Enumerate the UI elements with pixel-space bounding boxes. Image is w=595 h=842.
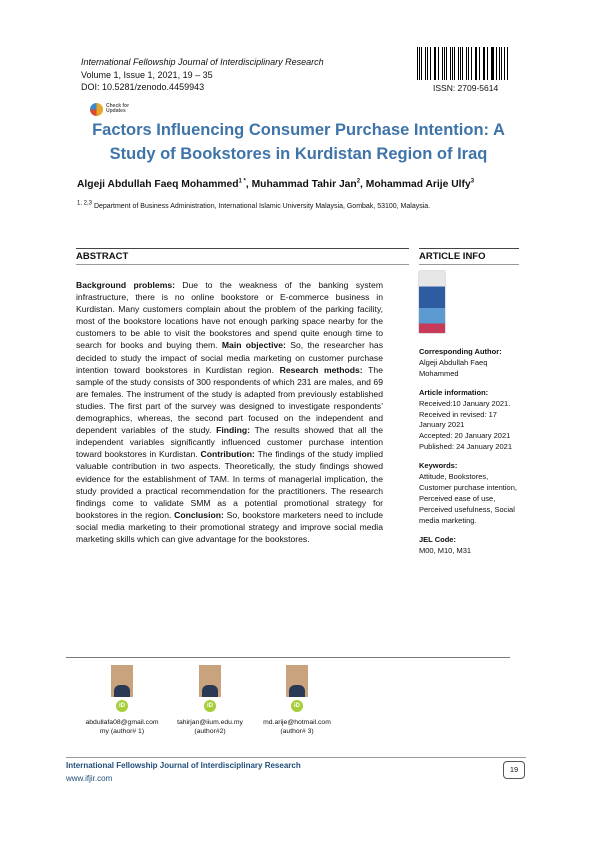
abstract-label: Conclusion: (174, 509, 224, 520)
abstract-text: The sample of the study consists of 300 respondents of which 231 are males, and 69 are females. The instrument of the study is adapted from previously established studies. The first part of the survey was designed to investigate respondents’ demographics, whereas, the second part focused on the independent and dependent variables of the study. (76, 364, 383, 436)
revised-date: Received in revised: 17 January 2021 (419, 409, 497, 430)
author-card (165, 665, 255, 736)
divider (66, 757, 526, 758)
accepted-date: Accepted: 20 January 2021 (419, 431, 511, 441)
author-photo (199, 665, 221, 697)
abstract-text: The findings of the study implied valuable contribution in two aspects. Theoretically, the study findings showed evidence for the establishment of TAM. In terms of managerial implication, the study provided a practical recommendation for the practitioners. The research findings come to validate SMM as a potential promotional strategy for bookstores in the region. (76, 449, 383, 520)
abstract-label: Main objective: (221, 340, 286, 351)
author-name: Muhammad Tahir Jan (251, 179, 357, 190)
author-photo (111, 665, 133, 697)
author-email[interactable]: md.arije@hotmail.com (263, 719, 331, 726)
keywords-label: Keywords: (419, 461, 458, 471)
crossmark-label-1: Check for (106, 102, 130, 109)
abstract-text: So, bookstore marketers need to include social media marketing to their promotional strategy and improve social media marketing skills which can give advantage for the bookstores. (76, 509, 384, 544)
author-sup: 3 (470, 178, 475, 185)
author-email[interactable]: tahirjan@iium.edu.my (177, 719, 243, 726)
article-info (419, 347, 521, 556)
crossmark-badge[interactable] (90, 100, 134, 118)
author-sup: 1 * (238, 178, 246, 185)
abstract-label: Research methods: (279, 364, 363, 375)
jel-codes: M00, M10, M31 (419, 545, 472, 555)
footer-url[interactable]: www.ifjir.com (66, 774, 113, 783)
author-card (252, 665, 342, 736)
doi[interactable]: DOI: 10.5281/zenodo.4459943 (81, 82, 205, 92)
corresponding-author-label: Corresponding Author: (419, 347, 502, 356)
keywords: Attitude, Bookstores, Customer purchase intention, Perceived ease of use, Perceived usefulness, Social media marketing. (419, 472, 517, 525)
orcid-icon[interactable]: iD (204, 700, 216, 712)
orcid-icon[interactable]: iD (116, 700, 128, 712)
published-date: Published: 24 January 2021 (419, 442, 512, 452)
author-card (77, 665, 167, 736)
affiliation-text: Department of Business Administration, International Islamic University Malaysia, Gombak, 53100, Malaysia. (93, 203, 431, 210)
abstract-text: So, the researcher has decided to study the impact of social media marketing on customer purchase intention toward bookstores in Kurdistan region. (76, 340, 384, 375)
abstract-text: Due to the weakness of the banking system infrastructure, there is no online bookstore or E-commerce business in Kurdistan. Many customers complain about the problem of the parking facility, most of the bookstore locations have not enough parking space nearby for the customers to be able to visit the bookstores and spend quite enough time to search for books and buying them. (76, 280, 383, 351)
barcode-icon (417, 47, 509, 80)
journal-name: International Fellowship Journal of Interdisciplinary Research (81, 57, 324, 67)
crossmark-label-2: Updates (106, 108, 126, 114)
footer-journal-name: International Fellowship Journal of Interdisciplinary Research (66, 761, 301, 770)
corresponding-author-name: Algeji Abdullah Faeq Mohammed (419, 357, 488, 378)
abstract-body (76, 279, 383, 545)
journal-cover-image (419, 271, 445, 333)
abstract-text: The results showed that all the independent variables significantly influenced customer purchase intention toward bookstores in Kurdistan. (76, 425, 383, 460)
affiliation (77, 200, 431, 210)
journal-header (81, 56, 324, 94)
abstract-label: Background problems: (76, 280, 175, 290)
abstract-heading: ABSTRACT (76, 248, 409, 263)
paper-title: Factors Influencing Consumer Purchase Intention: A Study of Bookstores in Kurdistan Region of Iraq (92, 121, 505, 163)
orcid-icon[interactable]: iD (291, 700, 303, 712)
author-role: (author# 3) (280, 728, 314, 735)
received-date: Received:10 January 2021. (419, 398, 511, 408)
divider (66, 657, 510, 658)
affiliation-sup: 1, 2,3 (77, 200, 93, 207)
abstract-label: Finding: (216, 425, 251, 436)
author-list: Algeji Abdullah Faeq Mohammed$^{1 *}$, Muhammad Tahir Jan$^2$, Mohammad Arije Ulfy$^3$ (77, 178, 475, 190)
abstract-label: Contribution: (200, 449, 255, 460)
issn: ISSN: 2709-5614 (433, 83, 499, 93)
divider (419, 264, 519, 265)
divider (76, 264, 409, 265)
page-number: 19 (503, 761, 525, 779)
volume-issue: Volume 1, Issue 1, 2021, 19 – 35 (81, 69, 213, 80)
article-information-label: Article information: (419, 387, 489, 397)
author-role: my (author# 1) (99, 728, 145, 735)
article-info-heading: ARTICLE INFO (419, 248, 519, 263)
author-name: Mohammad Arije Ulfy (365, 179, 471, 190)
author-email[interactable]: abdullafa08@gmail.com (85, 719, 159, 726)
crossmark-icon (90, 103, 103, 116)
author-sup: 2 (356, 178, 361, 185)
author-photo (286, 665, 308, 697)
jel-code-label: JEL Code: (419, 534, 456, 544)
author-name: Algeji Abdullah Faeq Mohammed (77, 179, 239, 190)
author-role: (author#2) (194, 728, 226, 735)
